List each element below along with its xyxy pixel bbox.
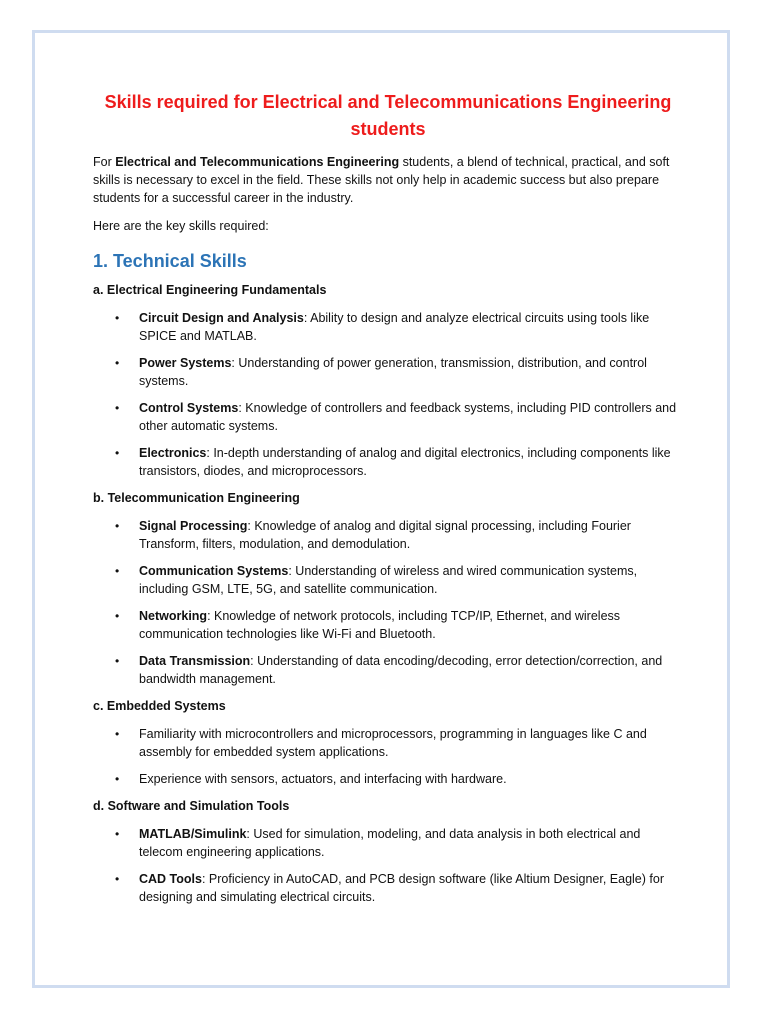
list-item-term: Data Transmission	[139, 654, 251, 668]
bullet-icon: •	[115, 446, 120, 460]
list-item-term: MATLAB/Simulink	[139, 827, 247, 841]
section-heading: 1. Technical Skills	[93, 251, 247, 271]
subsections	[93, 281, 683, 906]
list-item	[93, 825, 683, 861]
list-item-term: Power Systems	[139, 356, 232, 370]
subsection-heading: a. Electrical Engineering Fundamentals	[93, 283, 327, 297]
list-item	[93, 770, 683, 788]
list-item	[93, 652, 683, 688]
list-item-term: CAD Tools	[139, 872, 202, 886]
bullet-icon: •	[115, 872, 120, 886]
bullet-icon: •	[115, 401, 120, 415]
bullet-icon: •	[115, 356, 120, 370]
bullet-icon: •	[115, 827, 120, 841]
list-item-text: : Proficiency in AutoCAD, and PCB design software (like Altium Designer, Eagle) for designing and simulating electrical circuits.	[139, 872, 664, 904]
list-item-term: Circuit Design and Analysis	[139, 311, 304, 325]
list-item-term: Electronics	[139, 446, 207, 460]
list-item-term: Communication Systems	[139, 564, 289, 578]
bullet-icon: •	[115, 519, 120, 533]
list-item-text: : In-depth understanding of analog and digital electronics, including components like transistors, diodes, and microprocessors.	[139, 446, 671, 478]
bullet-icon: •	[115, 564, 120, 578]
document-page	[32, 30, 730, 988]
bullet-icon: •	[115, 609, 120, 623]
list-item-term: Signal Processing	[139, 519, 248, 533]
list-item-text: : Understanding of wireless and wired communication systems, including GSM, LTE, 5G, and satellite communication.	[139, 564, 638, 596]
bullet-icon: •	[115, 654, 120, 668]
document-title: Skills required for Electrical and Telecommunications Engineering students	[104, 92, 672, 139]
list-item-text: Experience with sensors, actuators, and interfacing with hardware.	[139, 772, 507, 786]
intro-paragraph	[93, 153, 683, 207]
list-item-text: : Knowledge of controllers and feedback systems, including PID controllers and other automatic systems.	[139, 401, 677, 433]
list-item	[93, 870, 683, 906]
list-item	[93, 309, 683, 345]
list-item-text: : Used for simulation, modeling, and data analysis in both electrical and telecom engineering applications.	[139, 827, 641, 859]
bullet-list	[93, 517, 683, 688]
document-content	[93, 89, 683, 915]
list-item	[93, 354, 683, 390]
bullet-list	[93, 725, 683, 788]
list-item-text: : Understanding of data encoding/decoding, error detection/correction, and bandwidth management.	[139, 654, 663, 686]
bullet-icon: •	[115, 727, 120, 741]
lead-paragraph: Here are the key skills required:	[93, 219, 269, 233]
list-item-text: : Knowledge of analog and digital signal processing, including Fourier Transform, filters, modulation, and demodulation.	[139, 519, 631, 551]
list-item-text: Familiarity with microcontrollers and microprocessors, programming in languages like C and assembly for embedded system applications.	[139, 727, 647, 759]
list-item-term: Networking	[139, 609, 208, 623]
list-item	[93, 399, 683, 435]
list-item	[93, 444, 683, 480]
list-item	[93, 562, 683, 598]
intro-prefix: For	[93, 155, 116, 169]
list-item	[93, 517, 683, 553]
bullet-list	[93, 309, 683, 480]
bullet-icon: •	[115, 772, 120, 786]
intro-bold: Electrical and Telecommunications Engineering	[115, 155, 400, 169]
subsection-heading: c. Embedded Systems	[93, 699, 226, 713]
list-item	[93, 725, 683, 761]
intro-suffix: students, a blend of technical, practical, and soft skills is necessary to excel in the field. These skills not only help in academic success but also prepare students for a successful career in the industry.	[93, 155, 670, 205]
list-item-term: Control Systems	[139, 401, 239, 415]
list-item-text: : Knowledge of network protocols, including TCP/IP, Ethernet, and wireless communication technologies like Wi-Fi and Bluetooth.	[139, 609, 621, 641]
bullet-icon: •	[115, 311, 120, 325]
subsection-heading: b. Telecommunication Engineering	[93, 491, 300, 505]
subsection-heading: d. Software and Simulation Tools	[93, 799, 290, 813]
list-item-text: : Ability to design and analyze electrical circuits using tools like SPICE and MATLAB.	[139, 311, 650, 343]
list-item-text: : Understanding of power generation, transmission, distribution, and control systems.	[139, 356, 647, 388]
bullet-list	[93, 825, 683, 906]
list-item	[93, 607, 683, 643]
